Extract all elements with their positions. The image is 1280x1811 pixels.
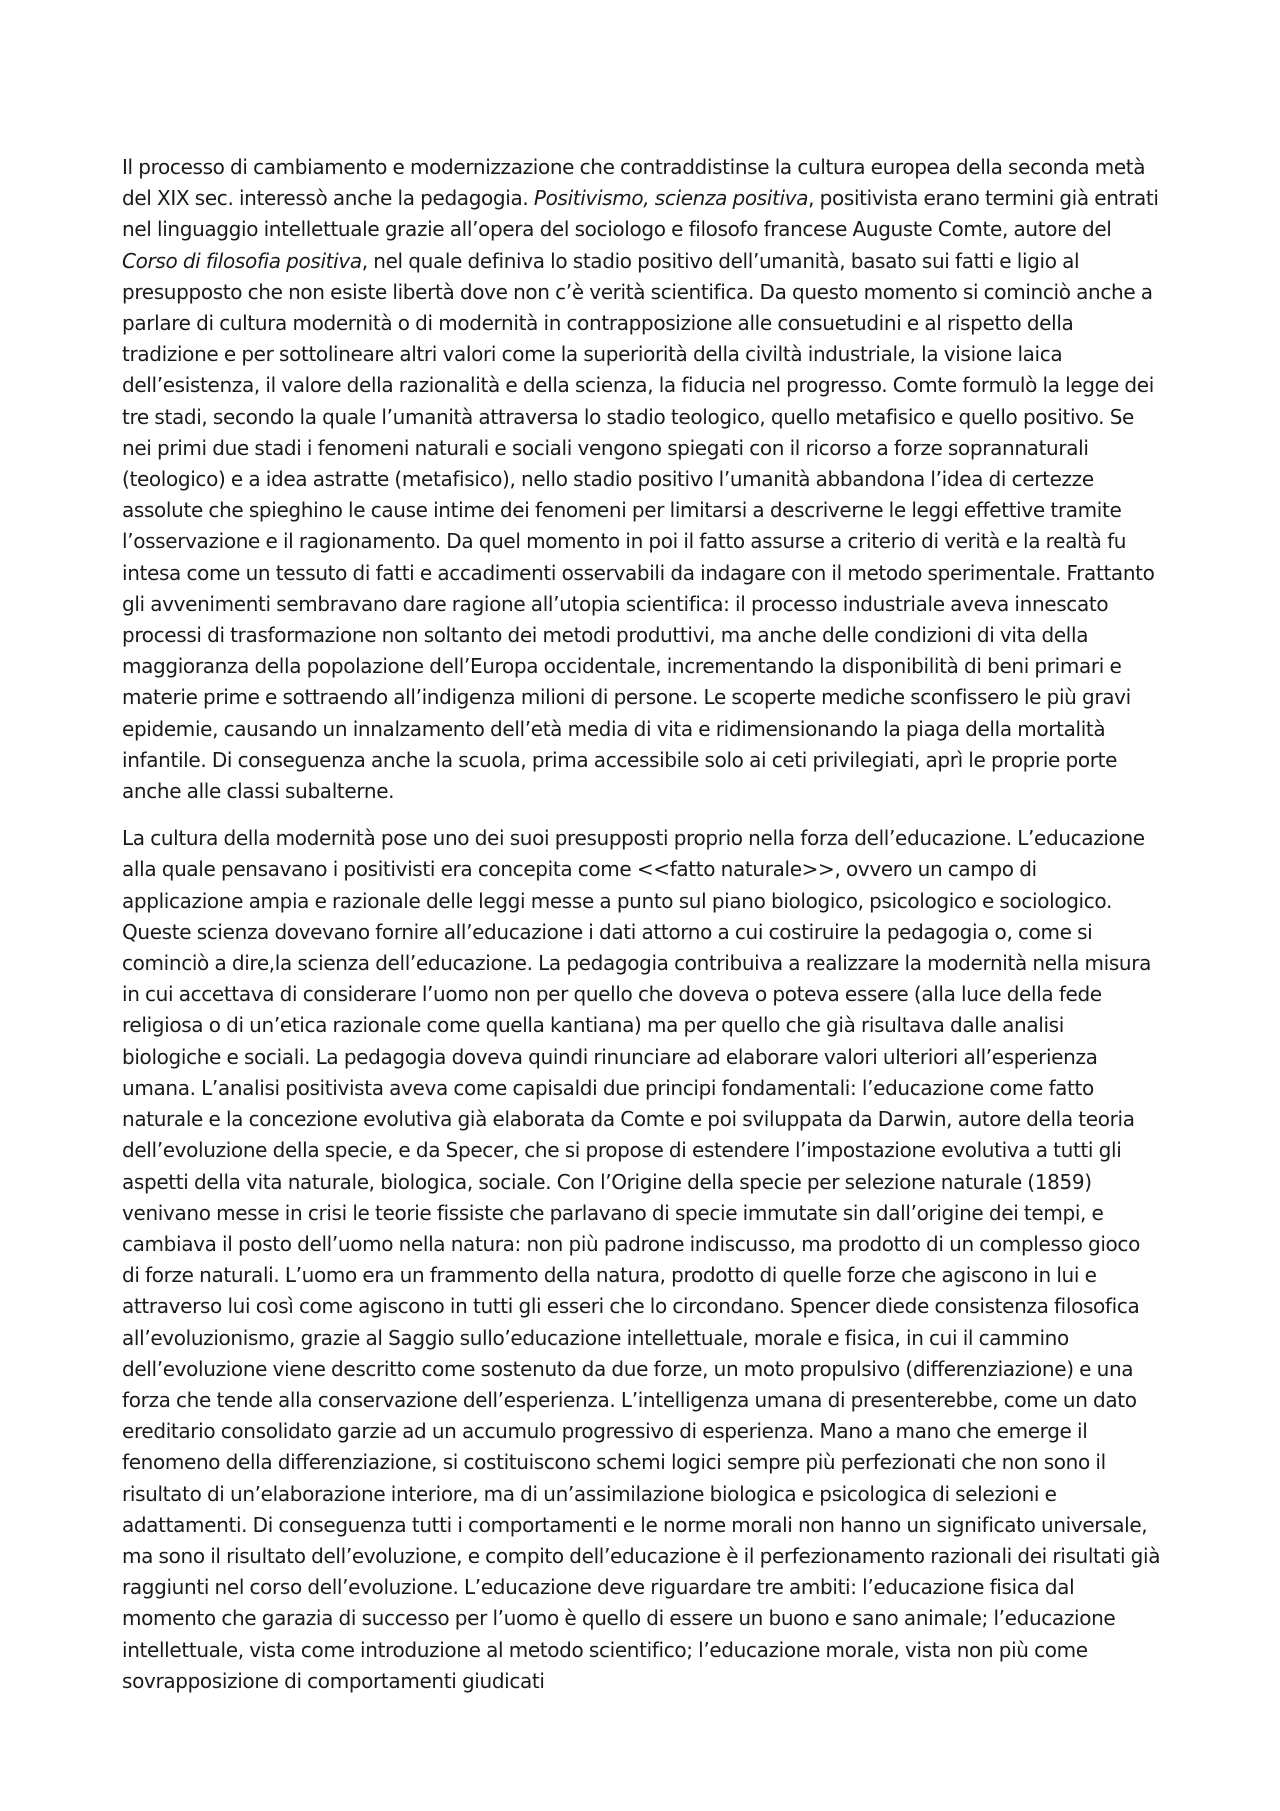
text-run: , nel quale definiva lo stadio positivo dell’umanità, basato sui fatti e ligio al presupposto che non esiste libertà dove non c’è verità scientifica. Da questo momento si cominciò anche a parlare di cultura modernità o di modernità in contrapposizione alle consuetudini e al rispetto della tradizione e per sottolineare altri valori come la superiorità della civiltà industriale, la visione laica dell’esistenza, il valore della razionalità e della scienza, la fiducia nel progresso. Comte formulò la legge dei tre stadi, secondo la quale l’umanità attraversa lo stadio teologico, quello metafisico e quello positivo. Se nei primi due stadi i fenomeni naturali e sociali vengono spiegati con il ricorso a forze soprannaturali (teologico) e a idea astratte (metafisico), nello stadio positivo l’umanità abbandona l’idea di certezze assolute che spieghino le cause intime dei fenomeni per limitarsi a descriverne le leggi effettive tramite l’osservazione e il ragionamento. Da quel momento in poi il fatto assurse a criterio di verità e la realtà fu intesa come un tessuto di fatti e accadimenti osservabili da indagare con il metodo sperimentale. Frattanto gli avvenimenti sembravano dare ragione all’utopia scientifica: il processo industriale aveva innescato processi di trasformazione non soltanto dei metodi produttivi, ma anche delle condizioni di vita della maggioranza della popolazione dell’Europa occidentale, incrementando la disponibilità di beni primari e materie prime e sottraendo all’indigenza milioni di persone. Le scoperte mediche sconfissero le più gravi epidemie, causando un innalzamento dell’età media di vita e ridimensionando la piaga della mortalità infantile. Di conseguenza anche la scuola, prima accessibile solo ai ceti privilegiati, aprì le proprie porte anche alle classi subalterne. — [122, 248, 1155, 804]
text-run: , positivista erano termini già entrati nel linguaggio intellettuale grazie all’opera del sociologo e filosofo francese Auguste Comte, autore del — [122, 186, 1159, 242]
italic-book-title: Corso di filosofia positiva — [122, 248, 362, 273]
text-run: Il processo di cambiamento e modernizzazione che contraddistinse la cultura europea della seconda metà del XIX sec. interessò anche la pedagogia. — [122, 155, 1146, 211]
italic-term: Positivismo, scienza positiva — [533, 186, 809, 211]
text-run: La cultura della modernità pose uno dei suoi presupposti proprio nella forza dell’educazione. L’educazione alla quale pensavano i positivisti era concepita come <<fatto naturale>>, ovvero un campo di applicazione ampia e razionale delle leggi messe a punto sul piano biologico, psicologico e sociologico. Queste scienza dovevano fornire all’educazione i dati attorno a cui costiruire la pedagogia o, come si cominciò a dire,la scienza dell’educazione. La pedagogia contribuiva a realizzare la modernità nella misura in cui accettava di considerare l’uomo non per quello che doveva o poteva essere (alla luce della fede religiosa o di un’etica razionale come quella kantiana) ma per quello che già risultava dalle analisi biologiche e sociali. La pedagogia doveva quindi rinunciare ad elaborare valori ulteriori all’esperienza umana. L’analisi positivista aveva come capisaldi due principi fondamentali: l’educazione come fatto naturale e la concezione evolutiva già elaborata da Comte e poi sviluppata da Darwin, autore della teoria dell’evoluzione della specie, e da Specer, che si propose di estendere l’impostazione evolutiva a tutti gli aspetti della vita naturale, biologica, sociale. Con l’Origine della specie per selezione naturale (1859) venivano messe in crisi le teorie fissiste che parlavano di specie immutate sin dall’origine dei tempi, e cambiava il posto dell’uomo nella natura: non più padrone indiscusso, ma prodotto di un complesso gioco di forze naturali. L’uomo era un frammento della natura, prodotto di quelle forze che agiscono in lui e attraverso lui così come agiscono in tutti gli esseri che lo circondano. Spencer diede consistenza filosofica all’evoluzionismo, grazie al Saggio sullo’educazione intellettuale, morale e fisica, in cui il cammino dell’evoluzione viene descritto come sostenuto da due forze, un moto propulsivo (differenziazione) e una forza che tende alla conservazione dell’esperienza. L’intelligenza umana di presenterebbe, come un dato ereditario consolidato garzie ad un accumulo progressivo di esperienza. Mano a mano che emerge il fenomeno della differenziazione, si costituiscono schemi logici sempre più perfezionati che non sono il risultato di un’elaborazione interiore, ma di un’assimilazione biologica e psicologica di selezioni e adattamenti. Di conseguenza tutti i comportamenti e le norme morali non hanno un significato universale, ma sono il risultato dell’evoluzione, e compito dell’educazione è il perfezionamento razionali dei risultati già raggiunti nel corso dell’evoluzione. L’educazione deve riguardare tre ambiti: l’educazione fisica dal momento che garazia di successo per l’uomo è quello di essere un buono e sano animale; l’educazione intellettuale, vista come introduzione al metodo scientifico; l’educazione morale, vista non più come sovrapposizione di comportamenti giudicati — [122, 826, 1161, 1693]
paragraph — [122, 152, 1162, 807]
document-body — [122, 152, 1162, 1697]
paragraph — [122, 823, 1162, 1697]
